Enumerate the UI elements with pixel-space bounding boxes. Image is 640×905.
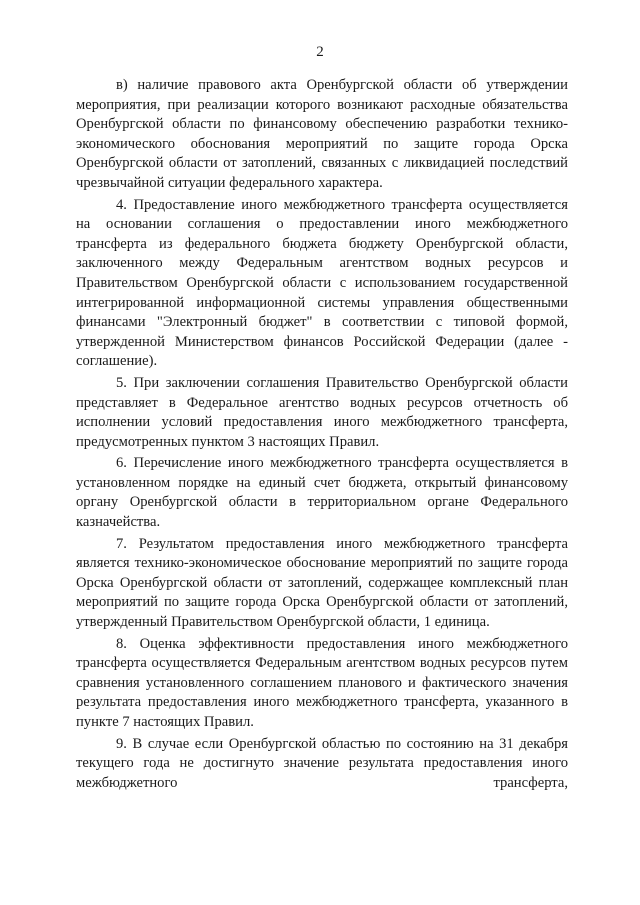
paragraph-7: 7. Результатом предоставления иного межбюджетного трансферта является технико-экономическое обоснование мероприятий по защите города Орска Оренбургской области от затоплений, содержащее комплексный план мероприятий по защите города Орска Оренбургской области от затоплений, утвержденный Правительством Оренбургской области, 1 единица.	[76, 535, 568, 631]
paragraph-9: 9. В случае если Оренбургской областью по состоянию на 31 декабря текущего года не достигнуто значение результата предоставления иного межбюджетного трансферта,	[76, 735, 568, 791]
document-body	[76, 76, 568, 795]
paragraph-5: 5. При заключении соглашения Правительство Оренбургской области представляет в Федеральное агентство водных ресурсов отчетность об исполнении условий предоставления иного межбюджетного трансферта, предусмотренных пунктом 3 настоящих Правил.	[76, 374, 568, 450]
paragraph-8: 8. Оценка эффективности предоставления иного межбюджетного трансферта осуществляется Федеральным агентством водных ресурсов путем сравнения установленного соглашением планового и фактического значения результата предоставления иного межбюджетного трансферта, указанного в пункте 7 настоящих Правил.	[76, 635, 568, 730]
paragraph-4: 4. Предоставление иного межбюджетного трансферта осуществляется на основании соглашения о предоставлении иного межбюджетного трансферта из федерального бюджета бюджету Оренбургской области, заключенного между Федеральным агентством водных ресурсов и Правительством Оренбургской области с использованием государственной интегрированной информационной системы управления общественными финансами "Электронный бюджет" в соответствии с типовой формой, утвержденной Министерством финансов Российской Федерации (далее - соглашение).	[76, 196, 568, 370]
paragraph-6: 6. Перечисление иного межбюджетного трансферта осуществляется в установленном порядке на единый счет бюджета, открытый финансовому органу Оренбургской области в территориальном органе Федерального казначейства.	[76, 455, 568, 531]
page-number: 2	[316, 44, 324, 60]
paragraph-3v: в) наличие правового акта Оренбургской области об утверждении мероприятия, при реализации которого возникают расходные обязательства Оренбургской области по финансовому обеспечению разработки технико-экономического обоснования мероприятий по защите города Орска Оренбургской области от затоплений, связанных с ликвидацией последствий чрезвычайной ситуации федерального характера.	[76, 77, 568, 191]
